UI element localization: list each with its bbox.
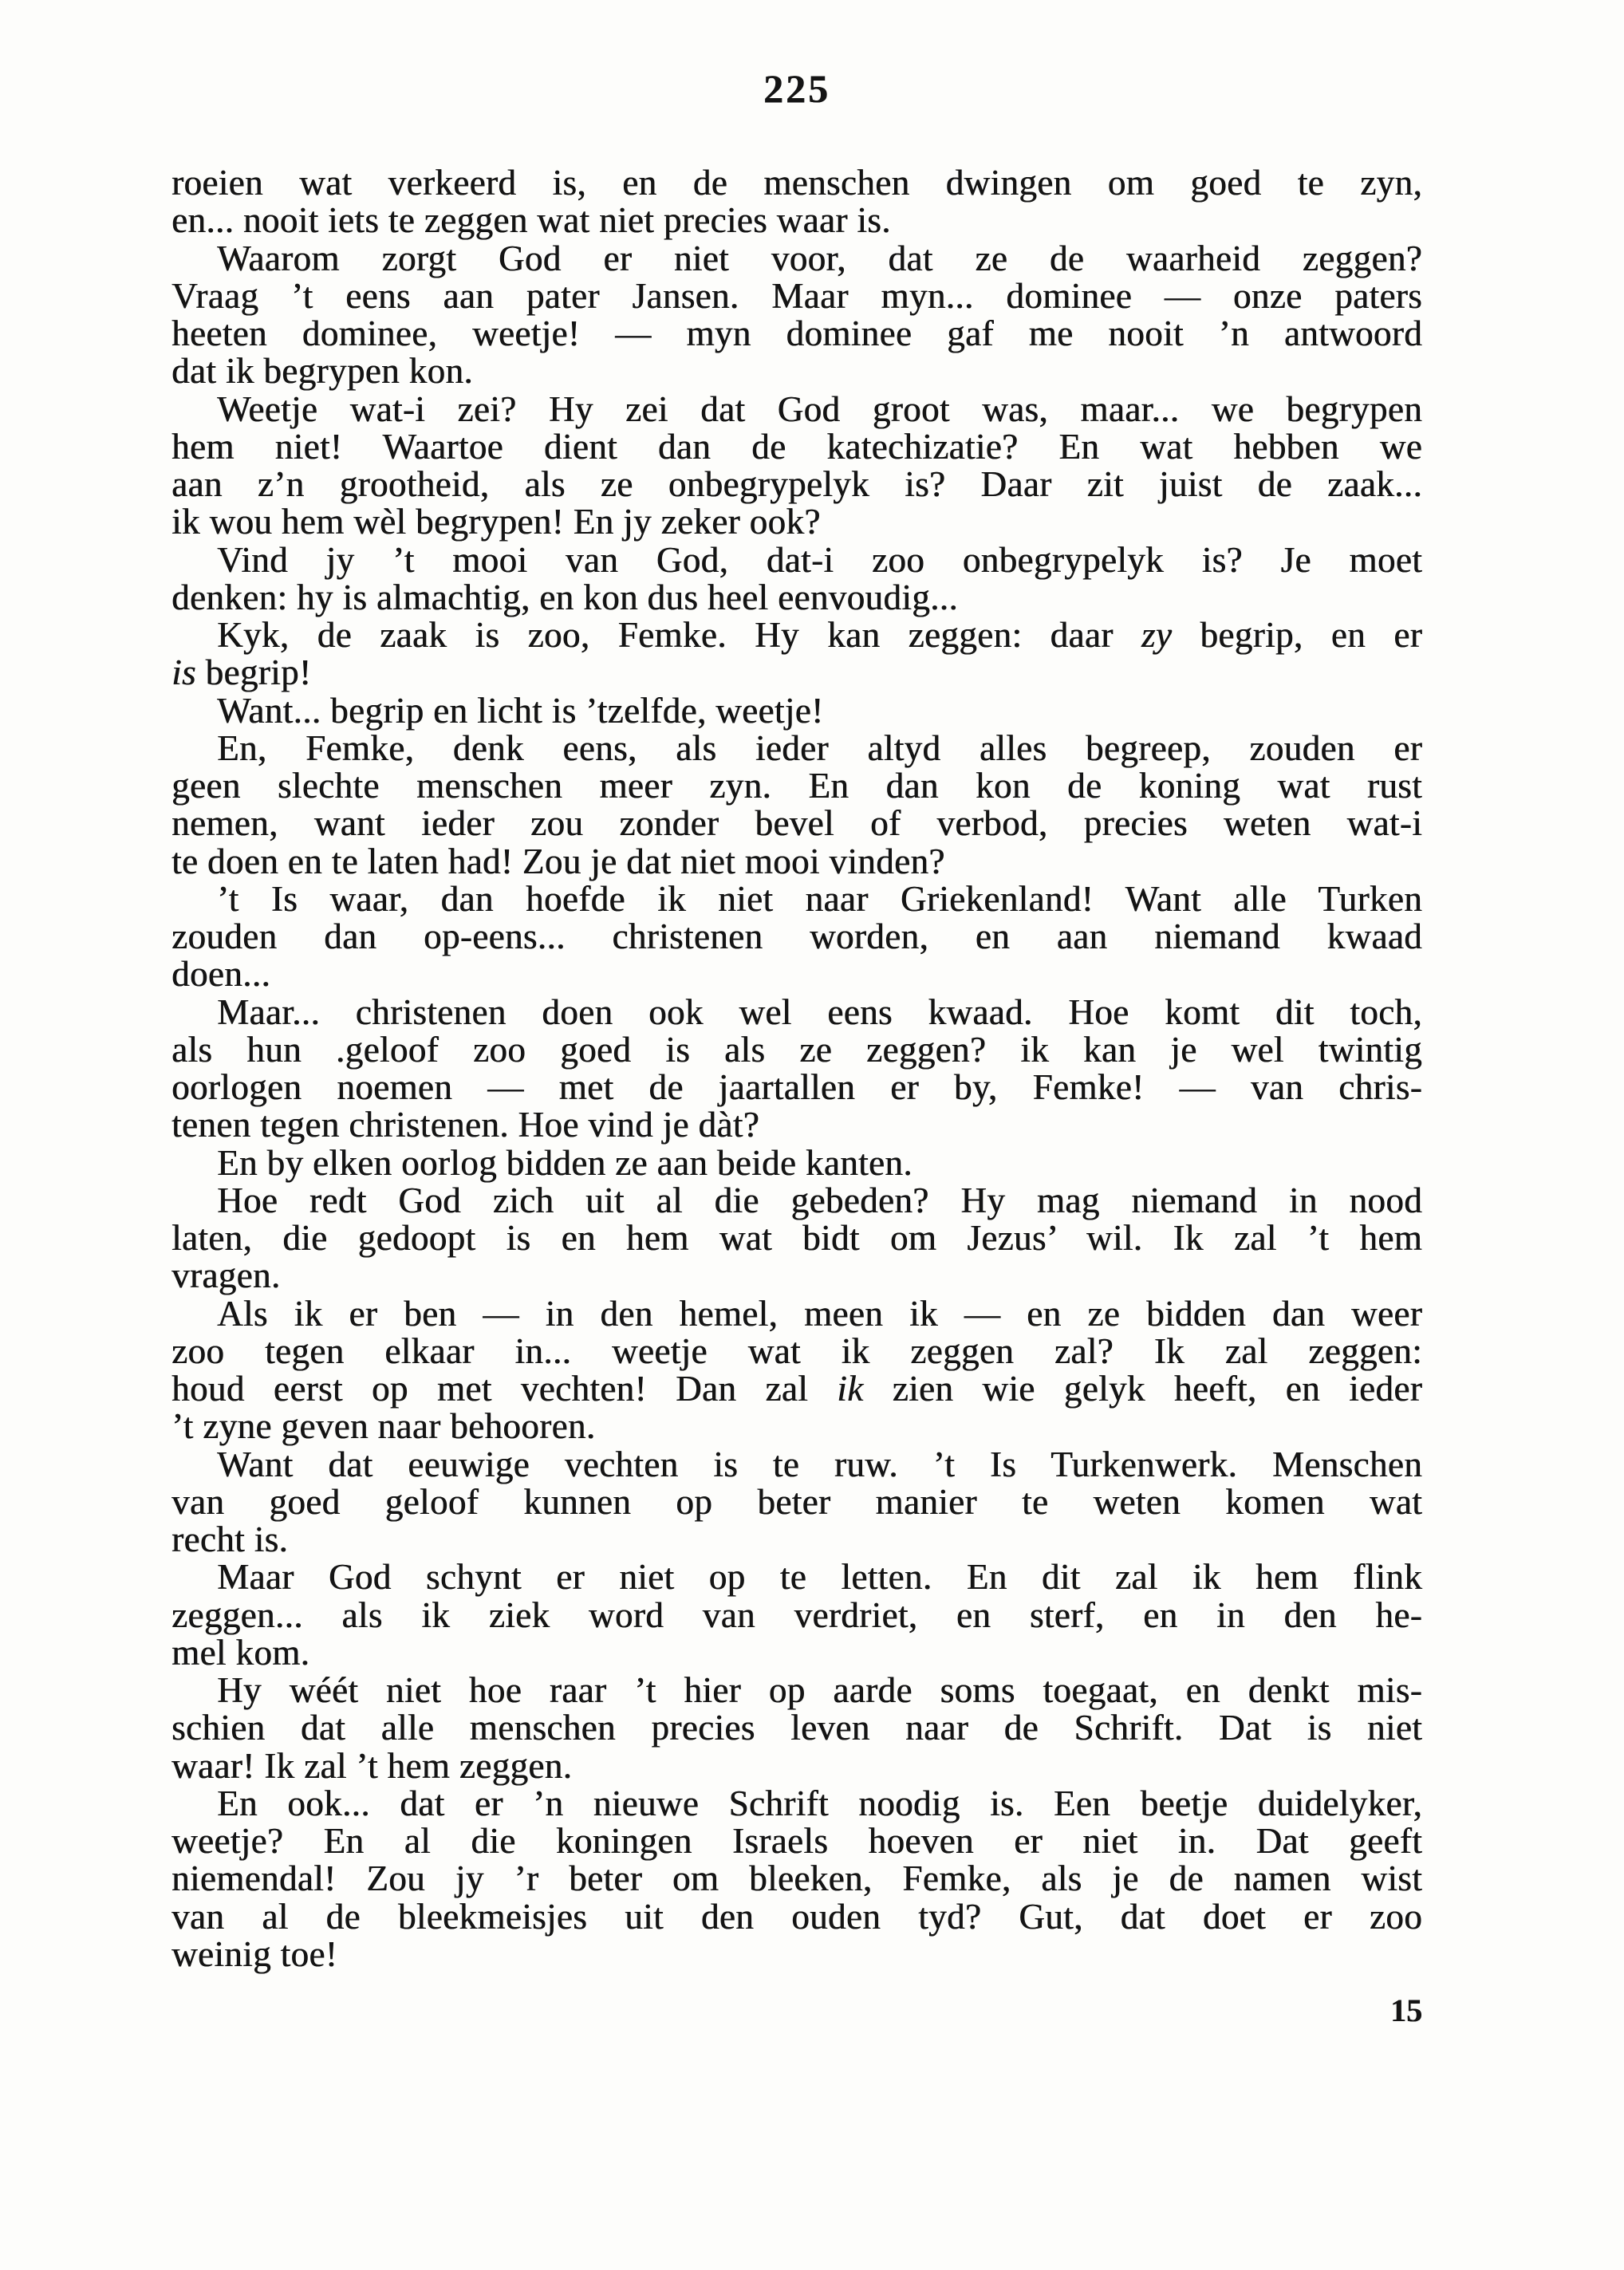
text-line <box>171 1370 1422 1408</box>
text-segment: mel kom. <box>171 1632 310 1673</box>
text-line <box>171 1408 1422 1445</box>
text-segment: laten, die gedoopt is en hem wat bidt om Jezus’ wil. Ik zal ’t hem <box>171 1218 1422 1258</box>
text-line <box>171 1634 1422 1672</box>
text-segment: Hy wéét niet hoe raar ’t hier op aarde soms toegaat, en denkt mis- <box>217 1670 1422 1710</box>
text-segment: Vraag ’t eens aan pater Jansen. Maar myn... dominee — onze paters <box>171 275 1422 316</box>
text-line <box>171 617 1422 654</box>
text-line <box>171 1031 1422 1069</box>
text-line <box>171 1182 1422 1220</box>
text-line <box>171 579 1422 617</box>
emphasized-text: is <box>171 652 196 693</box>
text-line <box>171 1823 1422 1860</box>
text-line <box>171 1330 1422 1371</box>
text-segment: Want... begrip en licht is ’tzelfde, weetje! <box>217 690 824 731</box>
text-line <box>171 1142 1422 1183</box>
text-line <box>171 240 1422 278</box>
text-segment: houd eerst op met vechten! Dan zal <box>171 1369 838 1409</box>
text-segment: niemendal! Zou jy ’r beter om bleeken, Femke, als je de namen wist <box>171 1858 1422 1899</box>
text-segment: zien wie gelyk heeft, en ieder <box>863 1369 1422 1409</box>
text-line <box>171 388 1422 429</box>
text-segment: zouden dan op-eens... christenen worden, en aan niemand kwaad <box>171 916 1422 956</box>
text-segment: tenen tegen christenen. Hoe vind je dàt? <box>171 1105 759 1145</box>
text-line <box>171 1521 1422 1559</box>
text-segment: doen... <box>171 954 271 995</box>
text-segment: recht is. <box>171 1519 289 1559</box>
text-line <box>171 1672 1422 1709</box>
text-line <box>171 1594 1422 1635</box>
text-line <box>171 1709 1422 1747</box>
text-line <box>171 843 1422 881</box>
text-line <box>171 1860 1422 1898</box>
text-segment: ’t Is waar, dan hoefde ik niet naar Griekenland! Want alle Turken <box>217 878 1422 919</box>
text-segment: begrip! <box>195 652 312 693</box>
text-line <box>171 1933 1422 1974</box>
text-line <box>171 918 1422 956</box>
text-segment: weetje? En al die koningen Israels hoeven er niet in. Dat geeft <box>171 1821 1422 1861</box>
text-line <box>171 428 1422 466</box>
text-segment: ik wou hem wèl begrypen! En jy zeker ook? <box>171 502 821 542</box>
text-line <box>171 1745 1422 1786</box>
text-segment: Maar God schynt er niet op te letten. En dit zal ik hem flink <box>217 1557 1422 1598</box>
text-segment: aan z’n grootheid, als ze onbegrypelyk is? Daar zit juist de zaak... <box>171 464 1422 504</box>
text-segment: zeggen... als ik ziek word van verdriet, en sterf, en in den he- <box>171 1594 1422 1635</box>
signature-mark: 15 <box>1390 1992 1422 2028</box>
text-line <box>171 1446 1422 1484</box>
emphasized-text: zy <box>1141 615 1173 655</box>
text-line <box>171 654 1422 692</box>
text-segment: van goed geloof kunnen op beter manier te weten komen wat <box>171 1481 1422 1522</box>
text-line <box>171 692 1422 730</box>
text-line <box>171 275 1422 316</box>
text-segment: nemen, want ieder zou zonder bevel of verbod, precies weten wat-i <box>171 803 1422 844</box>
text-segment: als hun .geloof zoo goed is als ze zeggen? ik kan je wel twintig <box>171 1029 1422 1070</box>
text-segment: Als ik er ben — in den hemel, meen ik — en ze bidden dan weer <box>217 1293 1422 1334</box>
text-line <box>171 503 1422 541</box>
text-segment: roeien wat verkeerd is, en de menschen dwingen om goed te zyn, <box>171 163 1422 203</box>
text-segment: oorlogen noemen — met de jaartallen er by, Femke! — van chris- <box>171 1067 1422 1107</box>
text-segment: hem niet! Waartoe dient dan de katechizatie? En wat hebben we <box>171 426 1422 467</box>
text-line <box>171 1069 1422 1106</box>
text-segment: ’t zyne geven naar behooren. <box>171 1406 596 1447</box>
text-segment: Waarom zorgt God er niet voor, dat ze de waarheid zeggen? <box>217 238 1422 278</box>
text-segment: En, Femke, denk eens, als ieder altyd alles begreep, zouden er <box>217 727 1422 768</box>
text-line <box>171 991 1422 1032</box>
text-block <box>171 164 1422 1973</box>
text-segment: van al de bleekmeisjes uit den ouden tyd? Gut, dat doet er zoo <box>171 1896 1422 1937</box>
text-line <box>171 1481 1422 1522</box>
text-segment: En by elken oorlog bidden ze aan beide kanten. <box>217 1142 913 1183</box>
text-segment: heeten dominee, weetje! — myn dominee gaf me nooit ’n antwoord <box>171 313 1422 353</box>
text-line <box>171 466 1422 503</box>
text-line <box>171 1220 1422 1257</box>
text-line <box>171 1295 1422 1333</box>
text-line <box>171 539 1422 580</box>
text-line <box>171 767 1422 805</box>
page-number: 225 <box>763 66 830 111</box>
text-line <box>171 727 1422 768</box>
text-segment: Want dat eeuwige vechten is te ruw. ’t Is Turkenwerk. Menschen <box>217 1444 1422 1484</box>
text-segment: begrip, en er <box>1172 615 1422 655</box>
text-segment: vragen. <box>171 1255 281 1296</box>
text-segment: weinig toe! <box>171 1933 338 1974</box>
text-line <box>171 956 1422 993</box>
text-line <box>171 1257 1422 1295</box>
text-segment: Hoe redt God zich uit al die gebeden? Hy mag niemand in nood <box>217 1180 1422 1220</box>
text-line <box>171 353 1422 390</box>
text-segment: denken: hy is almachtig, en kon dus heel eenvoudig... <box>171 577 958 617</box>
text-line <box>171 1559 1422 1596</box>
text-line <box>171 164 1422 202</box>
text-segment: Vind jy ’t mooi van God, dat-i zoo onbegrypelyk is? Je moet <box>217 539 1422 580</box>
text-segment: waar! Ik zal ’t hem zeggen. <box>171 1745 573 1786</box>
text-segment: zoo tegen elkaar in... weetje wat ik zeggen zal? Ik zal zeggen: <box>171 1330 1422 1371</box>
text-segment: dat ik begrypen kon. <box>171 351 473 392</box>
text-line <box>171 202 1422 239</box>
text-segment: schien dat alle menschen precies leven naar de Schrift. Dat is niet <box>171 1708 1422 1748</box>
text-segment: en... nooit iets te zeggen wat niet precies waar is. <box>171 200 891 241</box>
text-segment: geen slechte menschen meer zyn. En dan kon de koning wat rust <box>171 766 1422 806</box>
text-segment: Kyk, de zaak is zoo, Femke. Hy kan zeggen: daar <box>217 615 1141 655</box>
text-line <box>171 1898 1422 1936</box>
text-line <box>171 1106 1422 1144</box>
emphasized-text: ik <box>837 1369 864 1409</box>
text-line <box>171 315 1422 353</box>
text-segment: Maar... christenen doen ook wel eens kwaad. Hoe komt dit toch, <box>217 991 1422 1032</box>
text-line <box>171 1785 1422 1823</box>
text-segment: te doen en te laten had! Zou je dat niet mooi vinden? <box>171 841 945 881</box>
text-line <box>171 878 1422 919</box>
text-line <box>171 805 1422 842</box>
text-segment: En ook... dat er ’n nieuwe Schrift noodig is. Een beetje duidelyker, <box>217 1783 1422 1823</box>
text-segment: Weetje wat-i zei? Hy zei dat God groot was, maar... we begrypen <box>217 388 1422 429</box>
